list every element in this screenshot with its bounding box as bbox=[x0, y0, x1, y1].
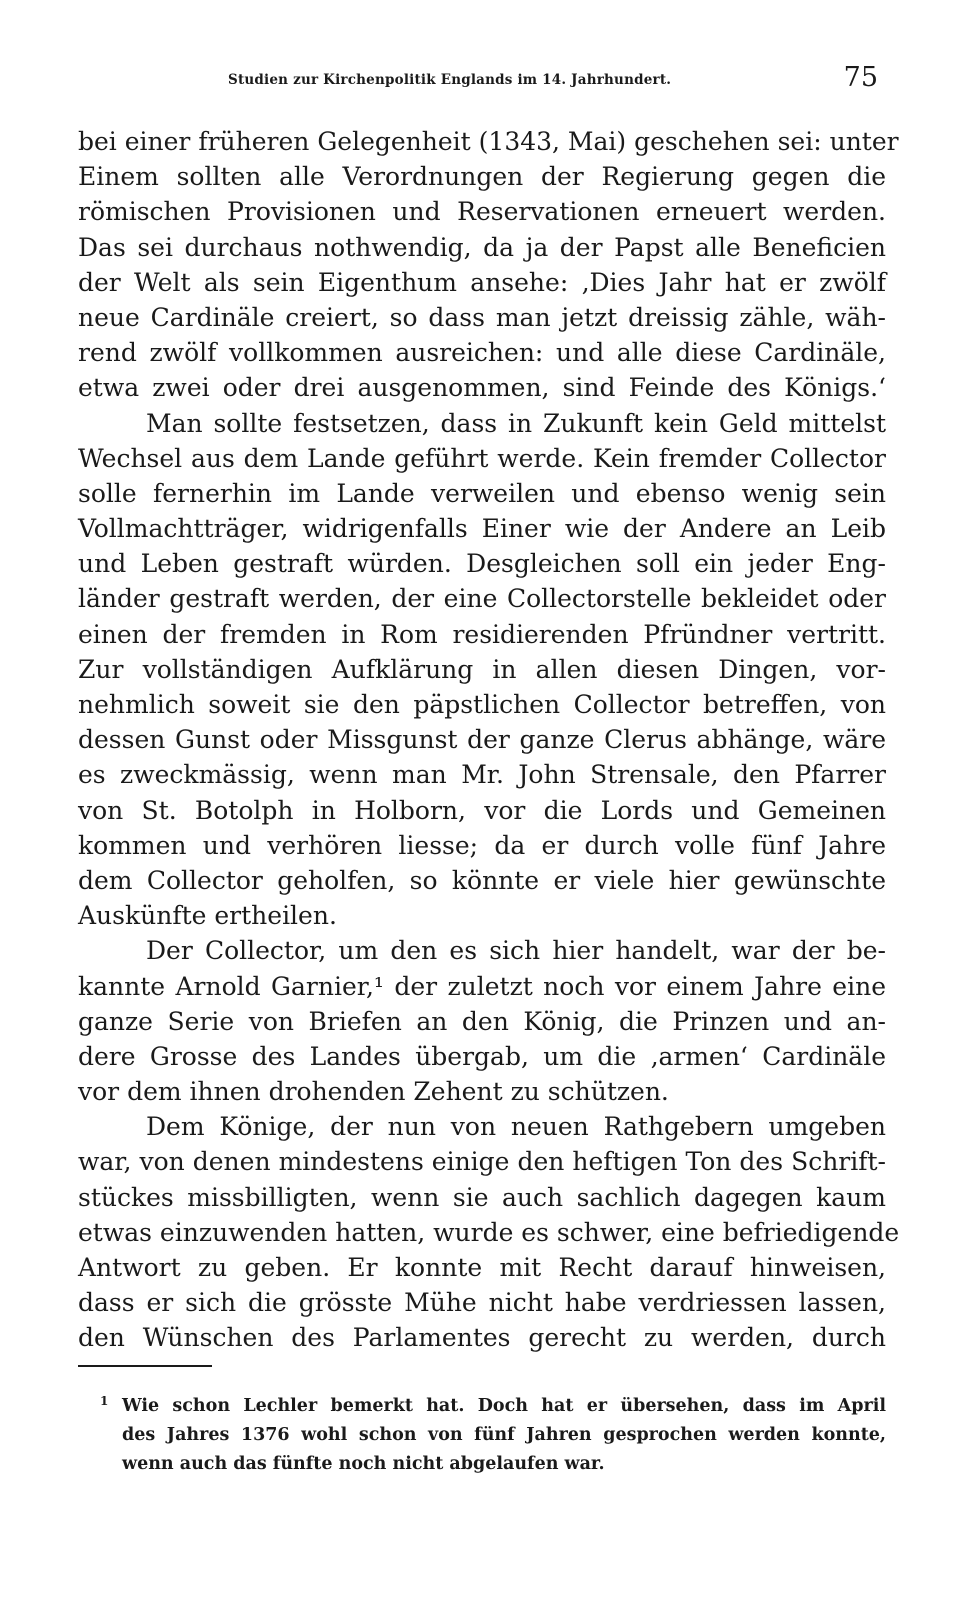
page-number: 75 bbox=[843, 62, 878, 93]
footnote-marker: 1 bbox=[100, 1394, 109, 1408]
text-line: länder gestraft werden, der eine Collectorstelle bekleidet oder bbox=[78, 584, 886, 614]
text-line: ganze Serie von Briefen an den König, die Prinzen und an- bbox=[78, 1006, 886, 1036]
text-line: war, von denen mindestens einige den heftigen Ton des Schrift- bbox=[78, 1147, 886, 1177]
text-line: kommen und verhören liesse; da er durch volle fünf Jahre bbox=[78, 830, 886, 860]
text-line: römischen Provisionen und Reservationen erneuert werden. bbox=[78, 197, 886, 227]
text-line: Dem Könige, der nun von neuen Rathgebern umgeben bbox=[146, 1112, 886, 1142]
footnote-line: Wie schon Lechler bemerkt hat. Doch hat er übersehen, dass im April bbox=[122, 1396, 886, 1416]
text-line: der Welt als sein Eigenthum ansehe: ‚Dies Jahr hat er zwölf bbox=[78, 267, 886, 297]
text-line: nehmlich soweit sie den päpstlichen Collector betreffen, von bbox=[78, 690, 886, 719]
footnote-line: des Jahres 1376 wohl schon von fünf Jahren gesprochen werden konnte, bbox=[122, 1425, 886, 1445]
footnote-line: wenn auch das fünfte noch nicht abgelaufen war. bbox=[122, 1454, 605, 1474]
text-line: Wechsel aus dem Lande geführt werde. Kein fremder Collector bbox=[78, 443, 886, 473]
body-text bbox=[78, 124, 900, 1356]
text-line: es zweckmässig, wenn man Mr. John Strensale, den Pfarrer bbox=[78, 760, 886, 790]
text-line: Man sollte festsetzen, dass in Zukunft kein Geld mittelst bbox=[146, 408, 886, 438]
text-line: Das sei durchaus nothwendig, da ja der Papst alle Beneficien bbox=[78, 232, 886, 262]
text-line: Auskünfte ertheilen. bbox=[78, 901, 337, 931]
running-head: Studien zur Kirchenpolitik Englands im 14. Jahrhundert. bbox=[228, 72, 672, 88]
footnote-rule bbox=[78, 1365, 212, 1367]
text-line: neue Cardinäle creiert, so dass man jetzt dreissig zähle, wäh- bbox=[78, 302, 886, 332]
text-line: dem Collector geholfen, so könnte er viele hier gewünschte bbox=[78, 865, 886, 895]
text-line: Vollmachtträger, widrigenfalls Einer wie der Andere an Leib bbox=[78, 514, 886, 544]
text-line: Antwort zu geben. Er konnte mit Recht darauf hinweisen, bbox=[78, 1253, 886, 1282]
text-line: bei einer früheren Gelegenheit (1343, Mai) geschehen sei: unter bbox=[78, 127, 899, 156]
text-line: den Wünschen des Parlamentes gerecht zu werden, durch bbox=[78, 1323, 886, 1353]
text-line: vor dem ihnen drohenden Zehent zu schützen. bbox=[78, 1077, 669, 1107]
text-line: etwa zwei oder drei ausgenommen, sind Feinde des Königs.‘ bbox=[78, 373, 886, 403]
text-line: etwas einzuwenden hatten, wurde es schwer, eine befriedigende bbox=[78, 1217, 900, 1247]
text-line: kannte Arnold Garnier,¹ der zuletzt noch vor einem Jahre eine bbox=[78, 971, 886, 1001]
text-line: von St. Botolph in Holborn, vor die Lords und Gemeinen bbox=[78, 795, 886, 825]
text-line: rend zwölf vollkommen ausreichen: und alle diese Cardinäle, bbox=[78, 338, 886, 368]
text-line: und Leben gestraft würden. Desgleichen soll ein jeder Eng- bbox=[78, 549, 886, 579]
text-line: dass er sich die grösste Mühe nicht habe verdriessen lassen, bbox=[78, 1288, 886, 1318]
text-line: dere Grosse des Landes übergab, um die ‚armen‘ Cardinäle bbox=[78, 1041, 886, 1071]
text-line: stückes missbilligten, wenn sie auch sachlich dagegen kaum bbox=[78, 1182, 886, 1212]
text-line: Zur vollständigen Aufklärung in allen diesen Dingen, vor- bbox=[78, 654, 886, 684]
text-line: dessen Gunst oder Missgunst der ganze Clerus abhänge, wäre bbox=[78, 725, 886, 755]
footnotes bbox=[78, 1392, 886, 1479]
text-line: Der Collector, um den es sich hier handelt, war der be- bbox=[146, 936, 886, 966]
text-line: Einem sollten alle Verordnungen der Regierung gegen die bbox=[78, 162, 886, 192]
text-line: einen der fremden in Rom residierenden Pfründner vertritt. bbox=[78, 619, 886, 649]
text-line: solle fernerhin im Lande verweilen und ebenso wenig sein bbox=[78, 478, 886, 508]
